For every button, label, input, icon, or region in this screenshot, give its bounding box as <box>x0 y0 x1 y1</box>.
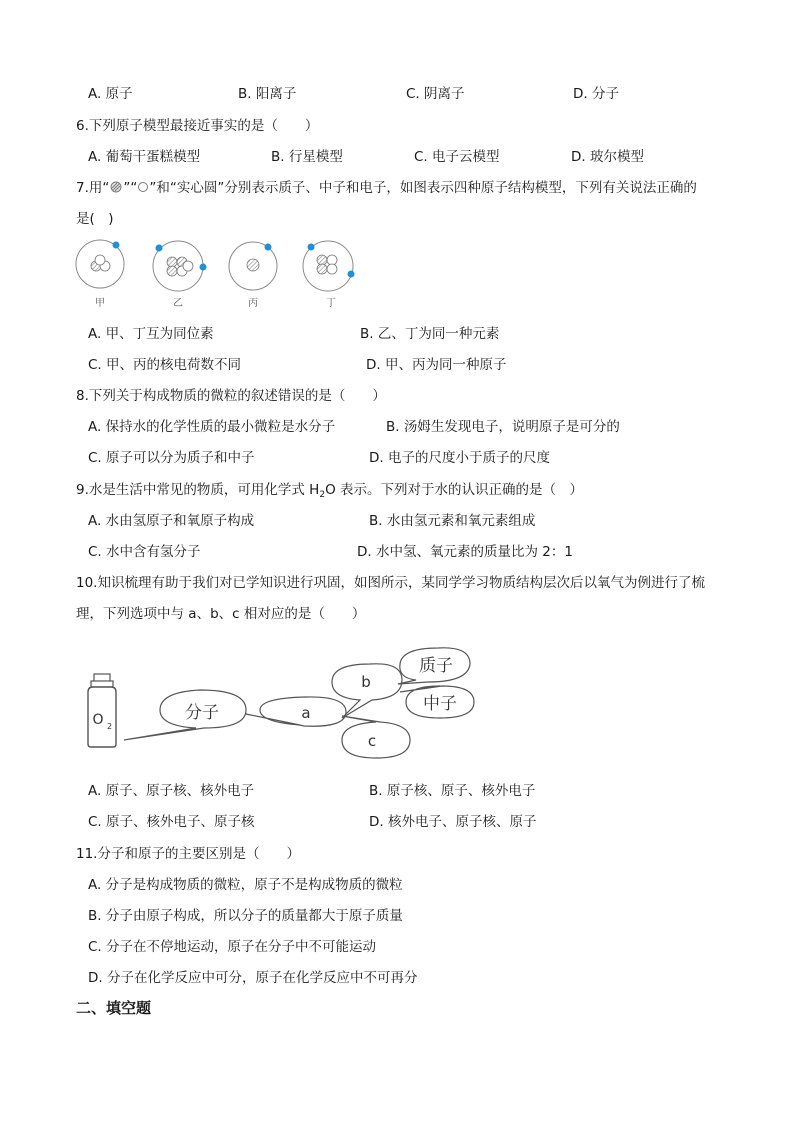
q7-option-c: C. 甲、丙的核电荷数不同 <box>88 357 242 373</box>
q7-stem-line2: 是( ) <box>76 211 114 227</box>
atom-label-ding: 丁 <box>326 298 336 309</box>
q9-stem-after: O 表示。下列对于水的认识正确的是（ ） <box>325 482 583 498</box>
q8-option-b: B. 汤姆生发现电子，说明原子是可分的 <box>386 419 620 435</box>
atom-model-ding <box>303 241 355 291</box>
bubble-neutron-label: 中子 <box>423 694 457 714</box>
atom-model-jia <box>76 240 124 288</box>
q11-option-c: C. 分子在不停地运动，原子在分子中不可能运动 <box>88 939 377 955</box>
q5-option-a: A. 原子 <box>88 86 133 102</box>
q7-stem-part2: ”“ <box>123 180 138 196</box>
q8-option-a: A. 保持水的化学性质的最小微粒是水分子 <box>88 419 336 435</box>
q10-option-a: A. 原子、原子核、核外电子 <box>88 783 255 799</box>
q8-option-c: C. 原子可以分为质子和中子 <box>88 450 255 466</box>
section-title: 二、填空题 <box>76 999 152 1017</box>
q11-option-d: D. 分子在化学反应中可分，原子在化学反应中不可再分 <box>88 970 418 986</box>
q6-option-d: D. 玻尔模型 <box>571 149 644 165</box>
neutron-symbol-icon <box>137 181 149 193</box>
q9-option-c: C. 水中含有氢分子 <box>88 544 201 560</box>
q10-stem-line2: 理，下列选项中与 a、b、c 相对应的是（ ） <box>76 606 366 622</box>
atom-label-bing: 丙 <box>248 298 258 309</box>
q9-stem <box>76 478 583 500</box>
q5-option-c: C. 阴离子 <box>406 86 465 102</box>
bubble-proton-label: 质子 <box>419 656 453 676</box>
q5-option-d: D. 分子 <box>573 86 619 102</box>
q9-option-a: A. 水由氢原子和氧原子构成 <box>88 513 255 529</box>
atom-model-yi <box>153 241 207 291</box>
q10-option-d: D. 核外电子、原子核、原子 <box>369 814 537 830</box>
q6-option-b: B. 行星模型 <box>271 149 343 165</box>
q10-stem-line1: 10.知识梳理有助于我们对已学知识进行巩固，如图所示，某同学学习物质结构层次后以氧气为例进行了梳 <box>76 575 705 591</box>
q11-option-b: B. 分子由原子构成，所以分子的质量都大于原子质量 <box>88 908 403 924</box>
q10-option-c: C. 原子、核外电子、原子核 <box>88 814 255 830</box>
q7-option-a: A. 甲、丁互为同位素 <box>88 326 214 342</box>
bubble-c-label: c <box>367 732 377 750</box>
bubble-molecule-label: 分子 <box>185 703 219 723</box>
bubble-b-label: b <box>361 673 371 691</box>
proton-symbol-icon <box>109 181 123 193</box>
q7-stem-part1: 7.用“ <box>76 180 110 196</box>
q11-option-a: A. 分子是构成物质的微粒，原子不是构成物质的微粒 <box>88 877 403 893</box>
q9-stem-before: 9.水是生活中常见的物质，可用化学式 H <box>76 482 320 498</box>
q9-stem-subscript: 2 <box>319 490 326 500</box>
q7-atom-models-figure <box>70 236 370 312</box>
atom-model-bing <box>229 242 277 290</box>
q6-option-a: A. 葡萄干蛋糕模型 <box>88 149 201 165</box>
q11-stem: 11.分子和原子的主要区别是（ ） <box>76 846 300 862</box>
q5-option-b: B. 阳离子 <box>238 86 297 102</box>
q7-option-d: D. 甲、丙为同一种原子 <box>366 357 507 373</box>
q6-option-c: C. 电子云模型 <box>414 149 500 165</box>
atom-label-yi: 乙 <box>173 298 183 309</box>
q7-option-b: B. 乙、丁为同一种元素 <box>360 326 500 342</box>
q7-stem <box>76 176 697 196</box>
q7-stem-part3: ”和“实心圆”分别表示质子、中子和电子，如图表示四种原子结构模型，下列有关说法正确的 <box>149 180 697 196</box>
bubble-a-label: a <box>301 704 311 722</box>
q8-option-d: D. 电子的尺度小于质子的尺度 <box>369 450 550 466</box>
q8-stem: 8.下列关于构成物质的微粒的叙述错误的是（ ） <box>76 388 386 404</box>
q9-option-b: B. 水由氢元素和氧元素组成 <box>369 513 536 529</box>
bottle-label-subscript: 2 <box>107 722 113 731</box>
oxygen-bottle-icon <box>88 674 116 747</box>
atom-label-jia: 甲 <box>95 298 105 309</box>
q6-stem: 6.下列原子模型最接近事实的是（ ） <box>76 118 319 134</box>
q10-option-b: B. 原子核、原子、核外电子 <box>369 783 536 799</box>
bottle-label: O <box>92 712 104 728</box>
q9-option-d: D. 水中氢、氧元素的质量比为 2：1 <box>357 544 573 560</box>
q10-structure-diagram <box>80 640 490 765</box>
